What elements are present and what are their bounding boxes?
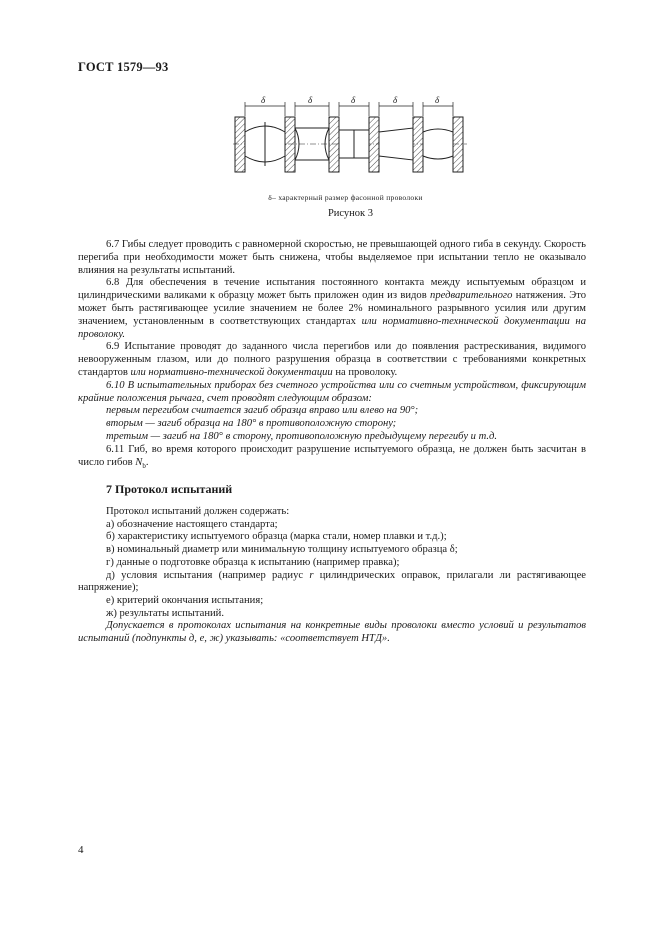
protocol-item-zh: ж) результаты испытаний. — [106, 607, 224, 619]
profile-1 — [245, 122, 285, 166]
protocol-item-g: г) данные о подготовке образца к испытанию (например правка); — [106, 556, 400, 568]
protocol-intro: Протокол испытаний должен содержать: — [106, 506, 290, 517]
protocol-item-a: а) обозначение настоящего стандарта; — [106, 518, 278, 530]
protocol-item-b: б) характеристику испытуемого образца (марка стали, номер плавки и т.д.); — [106, 531, 447, 543]
delta-label-3: δ — [351, 95, 356, 105]
paragraph-6-10-item-2: вторым — загиб образца на 180° в противоположную сторону; — [106, 418, 397, 430]
paragraph-6-8 — [78, 277, 586, 341]
document-header: ГОСТ 1579—93 — [78, 60, 169, 74]
p68-text-d: или нормативно-технической документации на проволоку. — [78, 315, 586, 340]
p68-text-b: предварительного — [430, 290, 513, 302]
figure-note: δ– характерный размер фасонной проволоки — [268, 193, 423, 202]
p611-symbol-n: N — [135, 456, 143, 468]
p69-text-b: или нормативно-технической документации — [130, 366, 333, 378]
paragraph-6-9 — [78, 341, 586, 379]
paragraph-6-11 — [78, 444, 586, 473]
profile-5 — [423, 129, 453, 159]
p69-text-c: на проволоку. — [332, 366, 398, 378]
item-d-text-b: цилиндрических оправок, прилагали ли растягивающее напряжение); — [78, 569, 586, 594]
figure-caption: Рисунок 3 — [327, 208, 374, 219]
protocol-item-d — [78, 570, 586, 595]
dimension-lines — [245, 102, 453, 116]
delta-label-2: δ — [308, 95, 313, 105]
protocol-note: Допускается в протоколах испытания на конкретные виды проволоки вместо условий и результатов испытаний (подпункты д, е, ж) указывать: «соответствует НТД». — [78, 620, 586, 645]
paragraph-6-7: 6.7 Гибы следует проводить с равномерной скоростью, не превышающей одного гиба в секунду. Скорость перегиба при необходимости может быть снижена, чтобы выделяемое при испытании тепло не оказывало влияния на результаты испытаний. — [78, 239, 586, 276]
profile-3 — [339, 130, 369, 158]
p611-subscript: b — [142, 461, 146, 470]
p611-text-a: 6.11 Гиб, во время которого происходит разрушение испытуемого образца, не должен быть засчитан в число гибов — [78, 443, 586, 468]
section-7-heading: 7 Протокол испытаний — [106, 482, 233, 496]
p68-text-a: 6.8 Для обеспечения в течение испытания постоянного контакта между испытуемым образцом и цилиндрическими валиками к образцу может быть приложен один из видов — [78, 277, 586, 302]
page-number: 4 — [78, 844, 84, 856]
protocol-item-v: в) номинальный диаметр или минимальную толщину испытуемого образца δ; — [106, 544, 458, 556]
p611-text-c: . — [145, 456, 149, 468]
protocol-item-e: е) критерий окончания испытания; — [106, 594, 264, 606]
wire-profile-figure — [225, 92, 475, 202]
section-7-body — [78, 506, 586, 646]
paragraph-6-10-item-1: первым перегибом считается загиб образца вправо или влево на 90°; — [106, 405, 419, 417]
item-d-text-a: д) условия испытания (например радиус — [106, 569, 310, 581]
section-6-body — [78, 239, 586, 472]
wire-profile-drawing — [225, 92, 475, 192]
profile-4 — [379, 128, 413, 160]
item-d-symbol-r: r — [309, 569, 314, 581]
delta-label-1: δ — [261, 95, 266, 105]
p69-text-a: 6.9 Испытание проводят до заданного числа перегибов или до появления растрескивания, видимого невооруженным глазом, или до полного разрушения образца в соответствии с требованиями конкретных стандартов — [78, 341, 586, 378]
delta-label-4: δ — [393, 95, 398, 105]
paragraph-6-10: 6.10 В испытательных приборах без счетного устройства или со счетным устройством, фиксирующим крайние положения рычага, счет проводят следующим образом: — [78, 379, 586, 404]
p68-text-c: натяжения. Это может быть растягивающее усилие значением не более 2% номинального разрывного усилия или другим значением, установленным в соответствующих стандартах — [78, 290, 586, 327]
paragraph-6-10-item-3: третьим — загиб на 180° в сторону, противоположную предыдущему перегибу и т.д. — [106, 430, 498, 442]
delta-label-5: δ — [435, 95, 440, 105]
